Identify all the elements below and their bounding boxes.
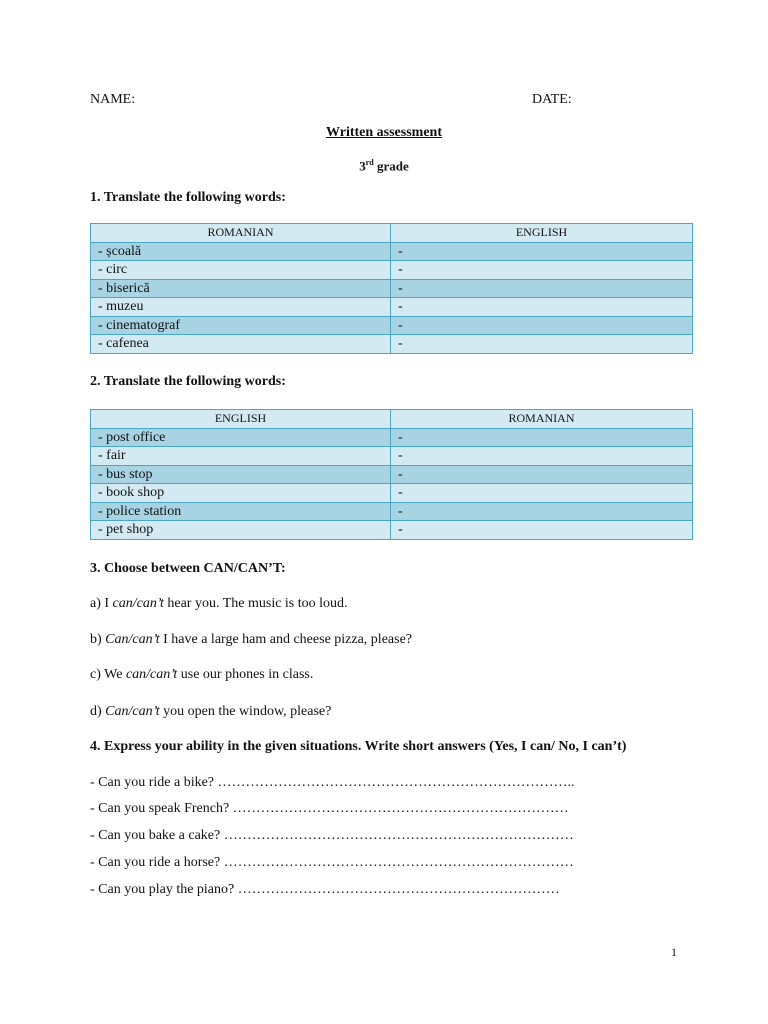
sentence-b: [90, 632, 412, 648]
sentence-d: [90, 704, 331, 720]
answer-cell[interactable]: -: [391, 242, 693, 261]
section3-heading: 3. Choose between CAN/CAN’T:: [90, 561, 286, 576]
ability-question[interactable]: - Can you speak French? ………………………………………………………………: [90, 801, 569, 816]
word-cell: - circ: [91, 261, 391, 280]
table-header-row: [91, 224, 693, 243]
grade-suffix: rd: [365, 158, 374, 167]
sentence-prefix: d): [90, 704, 106, 719]
ability-question[interactable]: - Can you bake a cake? …………………………………………………………………: [90, 828, 574, 843]
table-row: [91, 335, 693, 354]
sentence-rest: you open the window, please?: [159, 704, 332, 719]
sentence-c: [90, 667, 313, 683]
table-row: [91, 447, 693, 466]
answer-cell[interactable]: -: [391, 465, 693, 484]
section4-heading: 4. Express your ability in the given situations. Write short answers (Yes, I can/ No, I can’t): [90, 739, 627, 754]
sentence-prefix: c) We: [90, 667, 126, 682]
word-cell: - cafenea: [91, 335, 391, 354]
answer-cell[interactable]: -: [391, 502, 693, 521]
word-cell: - pet shop: [91, 521, 391, 540]
word-cell: - biserică: [91, 279, 391, 298]
answer-cell[interactable]: -: [391, 428, 693, 447]
grade-number: 3: [359, 158, 366, 174]
answer-cell[interactable]: -: [391, 279, 693, 298]
section1-table: [90, 223, 693, 354]
section1-heading: 1. Translate the following words:: [90, 190, 286, 205]
page-number: 1: [671, 945, 677, 959]
table-row: [91, 502, 693, 521]
grade-label: [0, 158, 768, 174]
sentence-prefix: a) I: [90, 596, 113, 611]
ability-question[interactable]: - Can you ride a bike? …………………………………………………………………..: [90, 775, 575, 790]
name-label: NAME:: [90, 92, 136, 107]
table-header-row: [91, 410, 693, 429]
can-choice[interactable]: can/can’t: [112, 596, 164, 611]
table-row: [91, 316, 693, 335]
ability-question[interactable]: - Can you play the piano? ……………………………………………………………: [90, 882, 560, 897]
ability-question[interactable]: - Can you ride a horse? …………………………………………………………………: [90, 855, 574, 870]
table-row: [91, 521, 693, 540]
column-header: ENGLISH: [391, 224, 693, 243]
answer-cell[interactable]: -: [391, 316, 693, 335]
answer-cell[interactable]: -: [391, 261, 693, 280]
sentence-a: [90, 596, 348, 612]
word-cell: - police station: [91, 502, 391, 521]
sentence-rest: I have a large ham and cheese pizza, please?: [159, 632, 413, 647]
table-row: [91, 242, 693, 261]
page-title: Written assessment: [325, 125, 442, 140]
word-cell: - cinematograf: [91, 316, 391, 335]
table-row: [91, 298, 693, 317]
can-choice[interactable]: can/can’t: [125, 667, 178, 682]
word-cell: - post office: [91, 428, 391, 447]
answer-cell[interactable]: -: [391, 298, 693, 317]
column-header: ROMANIAN: [391, 410, 693, 429]
sentence-rest: hear you. The music is too loud.: [163, 596, 348, 611]
column-header: ENGLISH: [91, 410, 391, 429]
answer-cell[interactable]: -: [391, 521, 693, 540]
sentence-rest: use our phones in class.: [177, 667, 314, 682]
word-cell: - muzeu: [91, 298, 391, 317]
answer-cell[interactable]: -: [391, 447, 693, 466]
sentence-prefix: b): [90, 632, 106, 647]
word-cell: - fair: [91, 447, 391, 466]
word-cell: - bus stop: [91, 465, 391, 484]
date-label: DATE:: [532, 92, 572, 107]
can-choice[interactable]: Can/can’t: [105, 704, 160, 719]
table-row: [91, 484, 693, 503]
table-row: [91, 428, 693, 447]
word-cell: - book shop: [91, 484, 391, 503]
column-header: ROMANIAN: [91, 224, 391, 243]
section2-heading: 2. Translate the following words:: [90, 374, 286, 389]
table-row: [91, 261, 693, 280]
answer-cell[interactable]: -: [391, 335, 693, 354]
table-row: [91, 279, 693, 298]
section2-table: [90, 409, 693, 540]
can-choice[interactable]: Can/can’t: [105, 632, 160, 647]
answer-cell[interactable]: -: [391, 484, 693, 503]
grade-word: grade: [376, 158, 409, 174]
table-row: [91, 465, 693, 484]
word-cell: - școală: [91, 242, 391, 261]
